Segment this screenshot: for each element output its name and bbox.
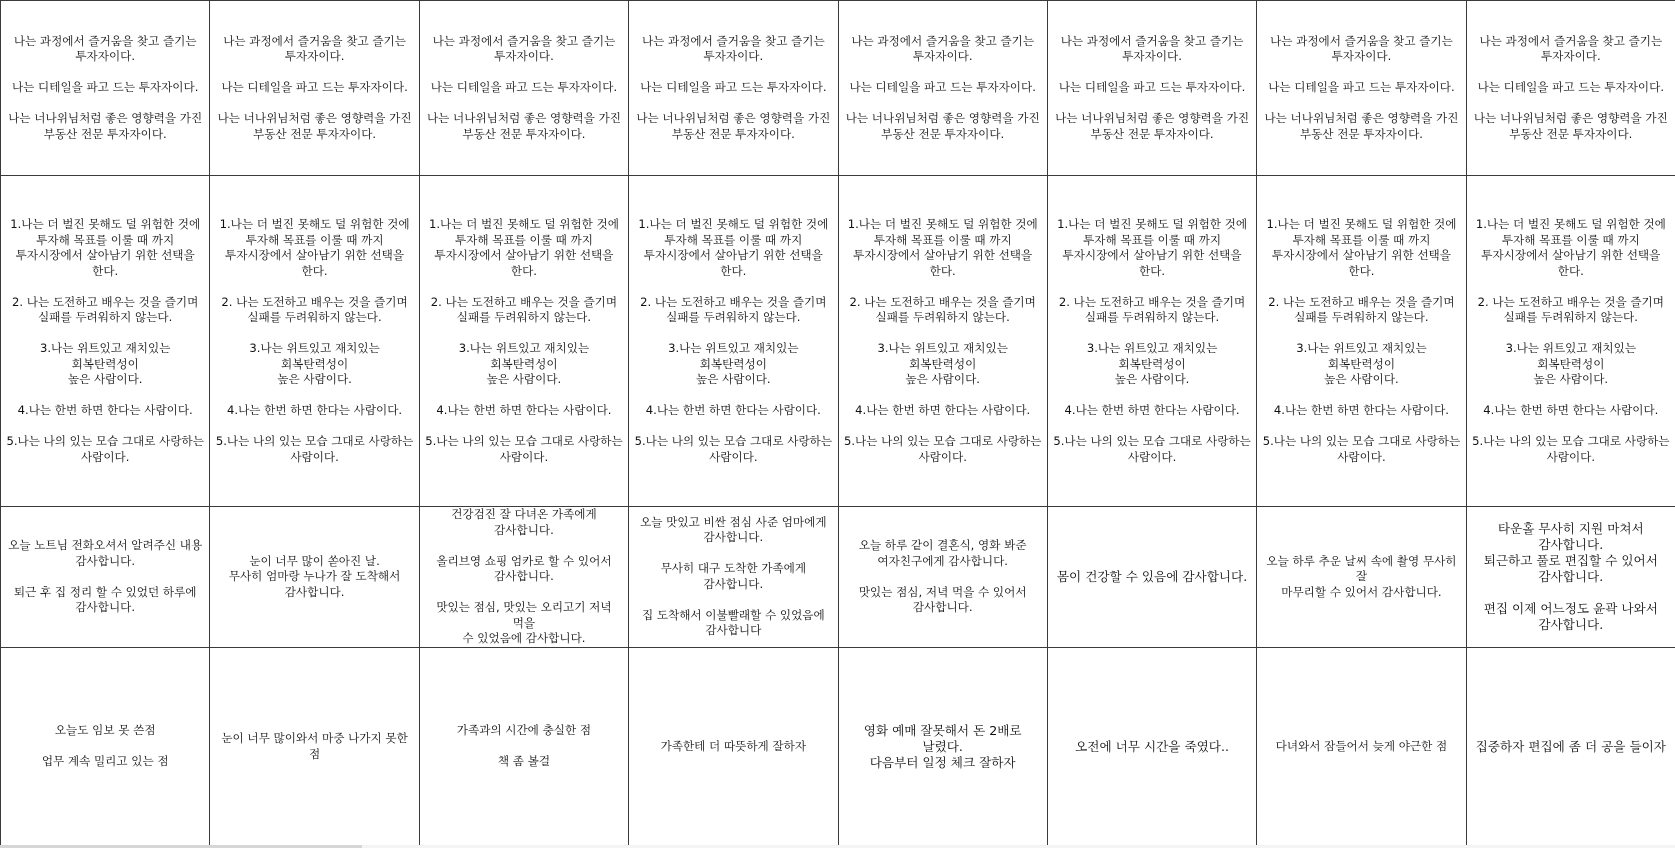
affirmation-cell[interactable]: 나는 과정에서 즐거움을 찾고 즐기는 투자자이다. 나는 디테일을 파고 드는 투자자이다. 나는 너나위님처럼 좋은 영향력을 가진 부동산 전문 투자자이다. bbox=[210, 1, 419, 176]
identity-cell[interactable]: 1.나는 더 벌진 못해도 덜 위험한 것에 투자해 목표를 이룰 때 까지 투자시장에서 살아남기 위한 선택을 한다. 2. 나는 도전하고 배우는 것을 즐기며 실패를 두려워하지 않는다. 3.나는 위트있고 재치있는 회복탄력성이 높은 사람이다. 4.나는 한번 하면 한다는 사람이다. 5.나는 나의 있는 모습 그대로 사랑하는 사람이다. bbox=[629, 176, 838, 507]
affirmation-cell[interactable]: 나는 과정에서 즐거움을 찾고 즐기는 투자자이다. 나는 디테일을 파고 드는 투자자이다. 나는 너나위님처럼 좋은 영향력을 가진 부동산 전문 투자자이다. bbox=[1466, 1, 1675, 176]
gratitude-cell[interactable]: 몸이 건강할 수 있음에 감사합니다. bbox=[1047, 507, 1256, 648]
affirmation-cell[interactable]: 나는 과정에서 즐거움을 찾고 즐기는 투자자이다. 나는 디테일을 파고 드는 투자자이다. 나는 너나위님처럼 좋은 영향력을 가진 부동산 전문 투자자이다. bbox=[419, 1, 628, 176]
gratitude-cell[interactable]: 오늘 맛있고 비싼 점심 사준 엄마에게 감사합니다. 무사히 대구 도착한 가족에게 감사합니다. 집 도착해서 이불빨래할 수 있었음에 감사합니다 bbox=[629, 507, 838, 648]
reflection-cell[interactable]: 집중하자 편집에 좀 더 공을 들이자 bbox=[1466, 647, 1675, 846]
identity-cell[interactable]: 1.나는 더 벌진 못해도 덜 위험한 것에 투자해 목표를 이룰 때 까지 투자시장에서 살아남기 위한 선택을 한다. 2. 나는 도전하고 배우는 것을 즐기며 실패를 두려워하지 않는다. 3.나는 위트있고 재치있는 회복탄력성이 높은 사람이다. 4.나는 한번 하면 한다는 사람이다. 5.나는 나의 있는 모습 그대로 사랑하는 사람이다. bbox=[419, 176, 628, 507]
reflection-cell[interactable]: 눈이 너무 많이와서 마중 나가지 못한 점 bbox=[210, 647, 419, 846]
identity-cell[interactable]: 1.나는 더 벌진 못해도 덜 위험한 것에 투자해 목표를 이룰 때 까지 투자시장에서 살아남기 위한 선택을 한다. 2. 나는 도전하고 배우는 것을 즐기며 실패를 두려워하지 않는다. 3.나는 위트있고 재치있는 회복탄력성이 높은 사람이다. 4.나는 한번 하면 한다는 사람이다. 5.나는 나의 있는 모습 그대로 사랑하는 사람이다. bbox=[1466, 176, 1675, 507]
affirmation-cell[interactable]: 나는 과정에서 즐거움을 찾고 즐기는 투자자이다. 나는 디테일을 파고 드는 투자자이다. 나는 너나위님처럼 좋은 영향력을 가진 부동산 전문 투자자이다. bbox=[1047, 1, 1256, 176]
affirmation-cell[interactable]: 나는 과정에서 즐거움을 찾고 즐기는 투자자이다. 나는 디테일을 파고 드는 투자자이다. 나는 너나위님처럼 좋은 영향력을 가진 부동산 전문 투자자이다. bbox=[1257, 1, 1466, 176]
gratitude-cell[interactable]: 오늘 노트님 전화오셔서 알려주신 내용 감사합니다. 퇴근 후 집 정리 할 수 있었던 하루에 감사합니다. bbox=[1, 507, 210, 648]
identity-cell[interactable]: 1.나는 더 벌진 못해도 덜 위험한 것에 투자해 목표를 이룰 때 까지 투자시장에서 살아남기 위한 선택을 한다. 2. 나는 도전하고 배우는 것을 즐기며 실패를 두려워하지 않는다. 3.나는 위트있고 재치있는 회복탄력성이 높은 사람이다. 4.나는 한번 하면 한다는 사람이다. 5.나는 나의 있는 모습 그대로 사랑하는 사람이다. bbox=[1047, 176, 1256, 507]
identity-cell[interactable]: 1.나는 더 벌진 못해도 덜 위험한 것에 투자해 목표를 이룰 때 까지 투자시장에서 살아남기 위한 선택을 한다. 2. 나는 도전하고 배우는 것을 즐기며 실패를 두려워하지 않는다. 3.나는 위트있고 재치있는 회복탄력성이 높은 사람이다. 4.나는 한번 하면 한다는 사람이다. 5.나는 나의 있는 모습 그대로 사랑하는 사람이다. bbox=[838, 176, 1047, 507]
gratitude-cell[interactable]: 타운홀 무사히 지원 마쳐서 감사합니다. 퇴근하고 풀로 편집할 수 있어서 감사합니다. 편집 이제 어느정도 윤곽 나와서 감사합니다. bbox=[1466, 507, 1675, 648]
identity-row bbox=[1, 176, 1675, 507]
gratitude-cell[interactable]: 건강검진 잘 다녀온 가족에게 감사합니다. 올리브영 쇼핑 엄카로 할 수 있어서 감사합니다. 맛있는 점심, 맛있는 오리고기 저녁 먹을 수 있었음에 감사합니다. bbox=[419, 507, 628, 648]
identity-cell[interactable]: 1.나는 더 벌진 못해도 덜 위험한 것에 투자해 목표를 이룰 때 까지 투자시장에서 살아남기 위한 선택을 한다. 2. 나는 도전하고 배우는 것을 즐기며 실패를 두려워하지 않는다. 3.나는 위트있고 재치있는 회복탄력성이 높은 사람이다. 4.나는 한번 하면 한다는 사람이다. 5.나는 나의 있는 모습 그대로 사랑하는 사람이다. bbox=[210, 176, 419, 507]
reflection-cell[interactable]: 영화 예매 잘못해서 돈 2배로 날렸다. 다음부터 일정 체크 잘하자 bbox=[838, 647, 1047, 846]
reflection-cell[interactable]: 오늘도 임보 못 쓴점 업무 계속 밀리고 있는 점 bbox=[1, 647, 210, 846]
affirmation-cell[interactable]: 나는 과정에서 즐거움을 찾고 즐기는 투자자이다. 나는 디테일을 파고 드는 투자자이다. 나는 너나위님처럼 좋은 영향력을 가진 부동산 전문 투자자이다. bbox=[838, 1, 1047, 176]
identity-cell[interactable]: 1.나는 더 벌진 못해도 덜 위험한 것에 투자해 목표를 이룰 때 까지 투자시장에서 살아남기 위한 선택을 한다. 2. 나는 도전하고 배우는 것을 즐기며 실패를 두려워하지 않는다. 3.나는 위트있고 재치있는 회복탄력성이 높은 사람이다. 4.나는 한번 하면 한다는 사람이다. 5.나는 나의 있는 모습 그대로 사랑하는 사람이다. bbox=[1257, 176, 1466, 507]
affirmation-cell[interactable]: 나는 과정에서 즐거움을 찾고 즐기는 투자자이다. 나는 디테일을 파고 드는 투자자이다. 나는 너나위님처럼 좋은 영향력을 가진 부동산 전문 투자자이다. bbox=[1, 1, 210, 176]
gratitude-cell[interactable]: 눈이 너무 많이 쏟아진 날. 무사히 엄마랑 누나가 잘 도착해서 감사합니다. bbox=[210, 507, 419, 648]
gratitude-cell[interactable]: 오늘 하루 같이 결혼식, 영화 봐준 여자친구에게 감사합니다. 맛있는 점심, 저녁 먹을 수 있어서 감사합니다. bbox=[838, 507, 1047, 648]
gratitude-row bbox=[1, 507, 1675, 648]
affirmation-cell[interactable]: 나는 과정에서 즐거움을 찾고 즐기는 투자자이다. 나는 디테일을 파고 드는 투자자이다. 나는 너나위님처럼 좋은 영향력을 가진 부동산 전문 투자자이다. bbox=[629, 1, 838, 176]
gratitude-cell[interactable]: 오늘 하루 추운 날씨 속에 촬영 무사히 잘 마무리할 수 있어서 감사합니다. bbox=[1257, 507, 1466, 648]
reflection-cell[interactable]: 가족한테 더 따뜻하게 잘하자 bbox=[629, 647, 838, 846]
reflection-cell[interactable]: 오전에 너무 시간을 죽였다.. bbox=[1047, 647, 1256, 846]
reflection-cell[interactable]: 다녀와서 잠들어서 늦게 야근한 점 bbox=[1257, 647, 1466, 846]
identity-cell[interactable]: 1.나는 더 벌진 못해도 덜 위험한 것에 투자해 목표를 이룰 때 까지 투자시장에서 살아남기 위한 선택을 한다. 2. 나는 도전하고 배우는 것을 즐기며 실패를 두려워하지 않는다. 3.나는 위트있고 재치있는 회복탄력성이 높은 사람이다. 4.나는 한번 하면 한다는 사람이다. 5.나는 나의 있는 모습 그대로 사랑하는 사람이다. bbox=[1, 176, 210, 507]
reflection-cell[interactable]: 가족과의 시간에 충실한 점 책 좀 볼걸 bbox=[419, 647, 628, 846]
reflection-row bbox=[1, 647, 1675, 846]
affirmation-row bbox=[1, 1, 1675, 176]
